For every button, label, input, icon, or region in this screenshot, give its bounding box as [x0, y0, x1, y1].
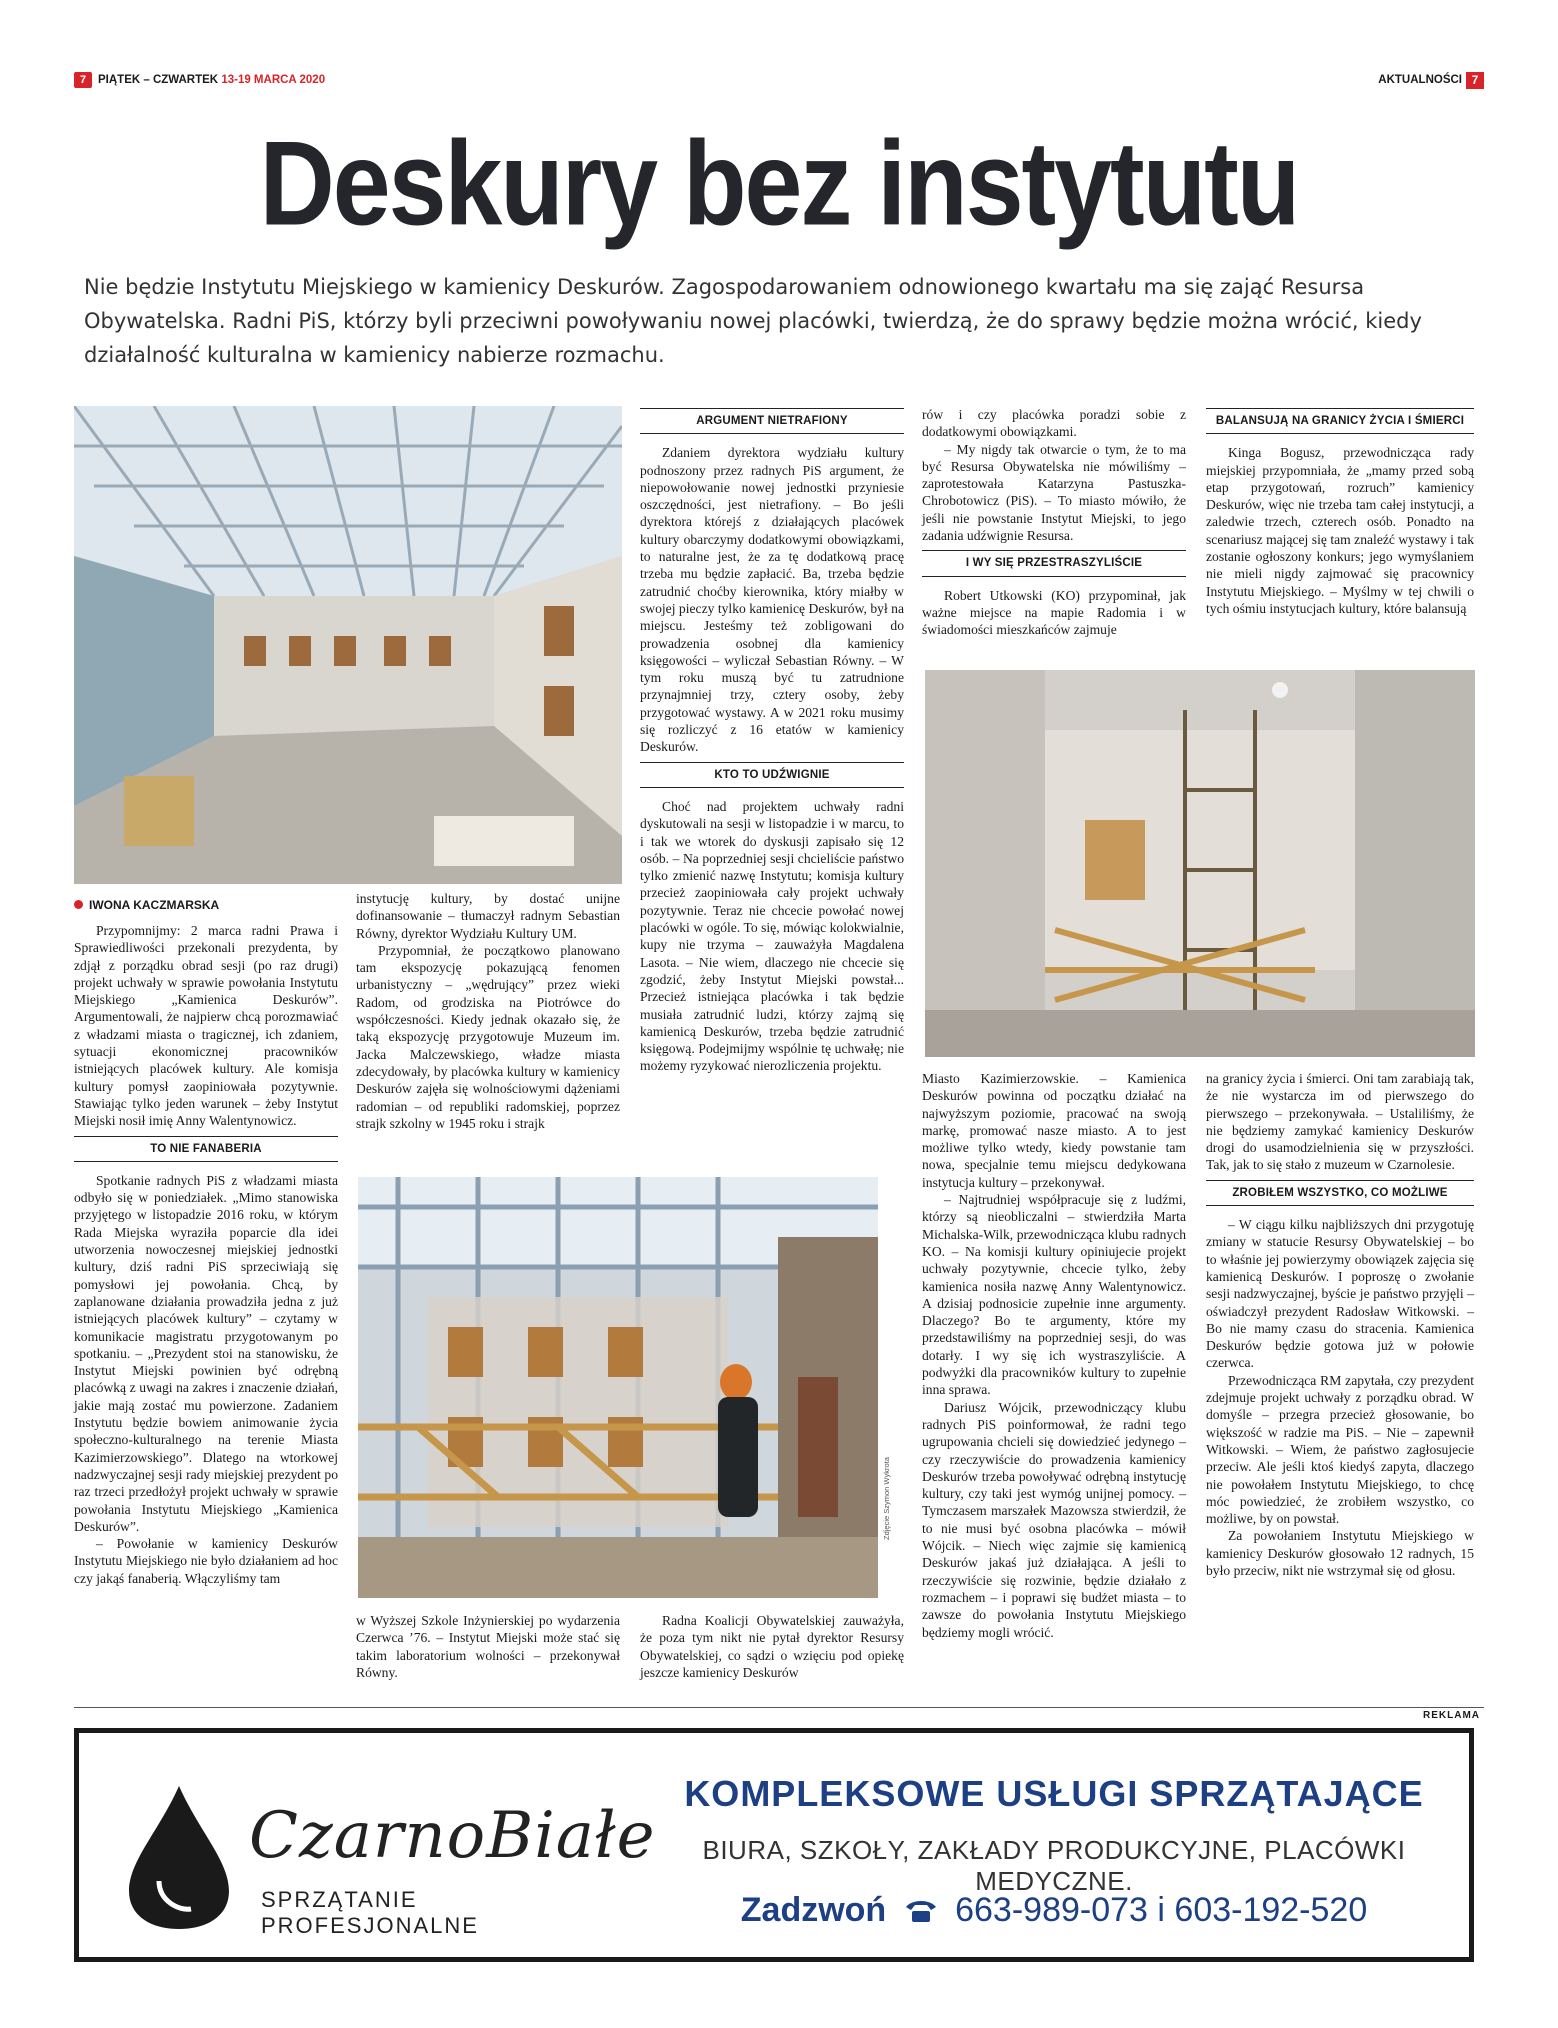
section-name: AKTUALNOŚCI — [1378, 74, 1462, 86]
paragraph: Zdaniem dyrektora wydziału kultury podnoszony przez radnych PiS argument, że niepowołowanie nowej jednostki przyniesie oszczędności, jest nietrafiony. – Bo jeśli dyrektora którejś z działających placówek kultury obarczymy dodatkowymi obowiązkami, to naturalne jest, że za tę dodatkową pracę trzeba mu będzie zapłacić. Ba, trzeba będzie zatrudnić choćby kierownika, który miałby w swojej pieczy tylko kamienicę Deskurów, był na miejscu. Jesteśmy też zobligowani do prowadzenia osobnej dla kamienicy księgowości – wyliczał Sebastian Równy. – W tym roku muszą być tu zatrudnione przynajmniej trzy, cztery osoby, żeby przygotować wystawy. A w 2021 roku musimy się rozliczyć z 16 etatów w kamienicy Deskurów. — [640, 445, 904, 755]
subheading: BALANSUJĄ NA GRANICY ŻYCIA I ŚMIERCI — [1206, 408, 1474, 434]
phone-separator: i — [1157, 1891, 1165, 1929]
call-label: Zadzwoń — [740, 1891, 887, 1929]
issue-date-range: 13-19 MARCA 2020 — [221, 74, 326, 86]
paragraph: Choć nad projektem uchwały radni dyskutowali na sesji w listopadzie i w marcu, to i tak we wtorek do dyskusji zapisało się 12 osób. – Na poprzedniej sesji chcieliście państwo tylko zmienić nazwę Instytutu; komisja kultury przecież zaopiniowała cały projekt uchwały pozytywnie. Teraz nie chcecie powołać nowej placówki w ogóle. To się, mówiąc kolokwialnie, kupy nie trzyma – zauważyła Magdalena Lasota. – Nie wiem, dlaczego nie chcecie się zgodzić, żeby Instytut Miejski powstał... Przecież istniejąca placówka i tak będzie musiała zatrudnić ludzi, którzy zajmą się kamienicą Deskurów, trzeba będzie zatrudnić księgową. Podejmijmy wspólnie tę uchwałę; nie możemy ryzykować nierozliczenia projektu. — [640, 798, 904, 1074]
paragraph: Przewodnicząca RM zapytała, czy prezydent zdejmuje projekt uchwały z porządku obrad. W domyśle – przegra przecież głosowanie, bo większość w radzie ma PiS. – Nie – zapewnił Witkowski. – Wiem, że państwo zagłosujecie przeciw. Ale jeśli ktoś kiedyś zapyta, dlaczego nie powołałem Instytutu Miejskiego, to chcę móc powiedzieć, że zrobiłem wszystko, co możliwe, by on powstał. — [1206, 1372, 1474, 1527]
subheading: KTO TO UDŹWIGNIE — [640, 762, 904, 788]
paragraph: – W ciągu kilku najbliższych dni przygotuję zmiany w statucie Resursy Obywatelskiej – bo to właśnie jej powierzymy obowiązek zajęcia się kamienicą Deskurów. I poproszę o zwołanie sesji nadzwyczajnej, byście je państwo przyjęli – oświadczył prezydent Radosław Witkowski. – Bo nie mamy czasu do stracenia. Kamienica Deskurów będzie gotowa już w połowie czerwca. — [1206, 1217, 1474, 1371]
paragraph: Dariusz Wójcik, przewodniczący klubu radnych PiS poinformował, że radni tego ugrupowania chcieli się dowiedzieć jedynego – czy rzeczywiście do prowadzenia kamienicy Deskurów trzeba powoływać odrębną instytucję kultury, czy taki jest wymóg unijnej pomocy. – Tymczasem marszałek Mazowsza stwierdził, że to nie musi być osobna placówka – mówił Wójcik. – Niech więc zajmie się kamienicą Deskurów jakaś już działająca. A jeśli to rzeczywiście się rozwinie, będzie działało z rozmachem – i poprawi się budżet miasta – to zawsze do powołania Instytutu Miejskiego będziemy mogli wrócić. — [922, 1399, 1186, 1640]
subheading: ARGUMENT NIETRAFIONY — [640, 408, 904, 434]
paragraph: Przypomniał, że początkowo planowano tam ekspozycję pokazującą fenomen urbanistyczny – „wędrujący” przez wieki Radom, od grodziska na Piotrówce do współczesności. Kiedy jednak okazało się, że taką ekspozycję przygotowuje Muzeum im. Jacka Malczewskiego, władze miasta zdecydowały, by placówka kultury w kamienicy Deskurów zajęła się wolnościowymi dążeniami radomian – od republiki radomskiej, poprzez strajk szkolny w 1945 roku i strajk — [356, 942, 620, 1131]
article-column-3 — [640, 402, 904, 1075]
paragraph: – Powołanie w kamienicy Deskurów Instytutu Miejskiego nie było działaniem ad hoc czy jakąś fanaberią. Włączyliśmy tam — [74, 1536, 338, 1586]
telephone-icon — [904, 1898, 938, 1924]
bullet-icon — [74, 900, 83, 909]
paragraph: Miasto Kazimierzowskie. – Kamienica Deskurów powinna od początku działać na najwyższym poziomie, pracować na swoją markę, promować nasze miasto. A to jest możliwe tylko wtedy, kiedy powstanie tam nowa, specjalnie temu miejscu dedykowana instytucja kultury – przekonywał. — [922, 1071, 1186, 1190]
newspaper-logo: 7 — [74, 72, 92, 88]
phone-number-2: 603-192-520 — [1174, 1891, 1368, 1929]
paragraph: – My nigdy tak otwarcie o tym, że to ma być Resursa Obywatelska nie mówiliśmy – zaprotestowała Katarzyna Pastuszka-Chrobotowicz (PiS). – To miasto mówiło, że jeśli nie powstanie Instytut Miejski, to jego zadania udźwignie Resursa. — [922, 441, 1186, 544]
advert-services: BIURA, SZKOŁY, ZAKŁADY PRODUKCYJNE, PLACÓWKI MEDYCZNE. — [702, 1835, 1406, 1896]
subheading: I WY SIĘ PRZESTRASZYLIŚCIE — [922, 550, 1186, 576]
page-number: 7 — [1466, 72, 1484, 89]
article-column-5-bottom — [1206, 1070, 1474, 1579]
paragraph: rów i czy placówka poradzi sobie z dodatkowymi obowiązkami. — [922, 407, 1186, 440]
subheading: TO NIE FANABERIA — [74, 1136, 338, 1162]
photo-credit: Zdjęcie Szymon Wykrota — [882, 1457, 891, 1540]
article-column-3-bottom — [640, 1612, 904, 1681]
paragraph: instytucję kultury, by dostać unijne dofinansowanie – tłumaczył radnym Sebastian Równy, dyrektor Wydziału Kultury UM. — [356, 891, 620, 941]
subheading: ZROBIŁEM WSZYSTKO, CO MOŻLIWE — [1206, 1180, 1474, 1206]
author-name: IWONA KACZMARSKA — [89, 898, 220, 912]
page-header — [74, 72, 1484, 90]
article-column-4 — [922, 406, 1186, 639]
article-lead: Nie będzie Instytutu Miejskiego w kamienicy Deskurów. Zagospodarowaniem odnowionego kwartału ma się zająć Resursa Obywatelska. Radni PiS, którzy byli przeciwni powoływaniu nowej placówki, twierdzą, że do sprawy będzie można wrócić, kiedy działalność kulturalna w kamienicy nabierze rozmachu. — [84, 275, 1422, 367]
advert-brand-tagline: SPRZĄTANIE PROFESJONALNE — [261, 1887, 479, 1938]
issue-dates — [98, 74, 325, 86]
advert-label: REKLAMA — [1423, 1710, 1480, 1721]
photo-courtyard-glass-roof — [74, 406, 622, 884]
paragraph: Robert Utkowski (KO) przypominał, jak ważne miejsce na mapie Radomia i w świadomości mieszkańców zajmuje — [922, 587, 1186, 638]
phone-number-1: 663-989-073 — [955, 1891, 1148, 1929]
article-column-1 — [74, 922, 338, 1587]
author-byline — [74, 898, 219, 912]
advert-phone — [659, 1891, 1449, 1930]
advert-brand — [119, 1787, 656, 1938]
advertisement — [74, 1728, 1474, 1962]
paragraph: – Najtrudniej współpracuje się z ludźmi, którzy są nieobliczalni – stwierdziła Marta Michalska-Wilk, przewodnicząca klubu radnych KO. – Na komisji kultury opiniujecie projekt uchwały pozytywnie, chcecie tylko, żeby kamienica nosiła nazwę Anny Walentynowicz. A dzisiaj podnosicie zupełnie inne argumenty. Dlaczego? Bo te argumenty, które my przedstawiliśmy na poprzedniej sesji, do was dotarły. I wy się ich wystraszyliście. A podwyżki dla pracowników kultury to zupełnie inna sprawa. — [922, 1192, 1186, 1398]
paragraph: Radna Koalicji Obywatelskiej zauważyła, że poza tym nikt nie pytał dyrektor Resursy Obywatelskiej, co sądzi o wzięciu pod opiekę jeszcze kamienicy Deskurów — [640, 1613, 904, 1680]
article-column-5 — [1206, 402, 1474, 617]
photo-glass-hall-person — [358, 1177, 878, 1598]
advert-headline: KOMPLEKSOWE USŁUGI SPRZĄTAJĄCE — [684, 1773, 1424, 1814]
advert-brand-name: CzarnoBiałe — [249, 1799, 656, 1873]
article-column-4-bottom — [922, 1070, 1186, 1641]
article-column-2-bottom — [356, 1612, 620, 1681]
issue-days: PIĄTEK – CZWARTEK — [98, 74, 219, 86]
paragraph: Przypomnijmy: 2 marca radni Prawa i Sprawiedliwości przekonali prezydenta, by zdjął z porządku obrad sesji (po raz drugi) projekt uchwały w sprawie powołania Instytutu Miejskiego „Kamienica Deskurów”. Argumentowali, że najpierw chcą porozmawiać z władzami miasta o tragicznej, ich zdaniem, sytuacji ekonomicznej pracowników istniejących placówek kultury. Ale komisja kultury pomysł zaopiniowała pozytywnie. Stawiając tylko jeden warunek – żeby Instytut Miejski nosił imię Anny Walentynowicz. — [74, 923, 338, 1129]
article-column-2 — [356, 890, 620, 1132]
footer-divider — [74, 1707, 1484, 1708]
article-headline: Deskury bez instytutu — [259, 117, 1299, 251]
droplet-logo-icon — [119, 1781, 239, 1931]
paragraph: Kinga Bogusz, przewodnicząca rady miejskiej przypomniała, że „mamy przed sobą etap przygotowań, rozruch” kamienicy Deskurów, więc nie trzeba tam całej instytucji, a zaledwie trzech, czterech osób. Ponadto na scenariusz mającej się tam znaleźć wystawy i tak zostanie ogłoszony konkurs; jego wymyślaniem nie mieli nigdy zajmować się pracownicy Instytutu Miejskiego. – Myślmy w tej chwili o tych ośmiu instytucjach kultury, które balansują — [1206, 445, 1474, 616]
photo-interior-scaffolding — [925, 670, 1475, 1057]
paragraph: Za powołaniem Instytutu Miejskiego w kamienicy Deskurów głosowało 12 radnych, 15 było przeciw, nikt nie wstrzymał się od głosu. — [1206, 1528, 1474, 1579]
paragraph: w Wyższej Szkole Inżynierskiej po wydarzenia Czerwca ’76. – Instytut Miejski może stać się takim laboratorium wolności – przekonywał Równy. — [356, 1613, 620, 1680]
paragraph: na granicy życia i śmierci. Oni tam zarabiają tak, że nie wystarcza im od pierwszego do pierwszego – przekonywała. – Ustaliliśmy, że nie będziemy zamykać kamienicy Deskurów drogi do usamodzielnienia się w przyszłości. Tak, jak to się stało z muzeum w Czarnolesie. — [1206, 1071, 1474, 1173]
paragraph: Spotkanie radnych PiS z władzami miasta odbyło się w poniedziałek. „Mimo stanowiska przyjętego w listopadzie 2016 roku, w którym Rada Miejska wyraziła poparcie dla idei utworzenia nowoczesnej miejskiej jednostki kultury, dziś radni PiS sprzeciwiają się pomysłowi jej powołania. Chcą, by zaplanowane działania prowadziła jedna z już istniejących placówek kultury” – czytamy w komunikacie magistratu przygotowanym po spotkaniu. – „Prezydent stoi na stanowisku, że Instytut Miejski powinien być odrębną placówką z uwagi na zakres i znaczenie działań, jakie mają zostać mu powierzone. Zadaniem Instytutu będzie bowiem animowanie życia społeczno-kulturalnego na terenie Miasta Kazimierzowskiego”. Dlatego na wtorkowej nadzwyczajnej sesji rady miejskiej prezydent po raz trzeci przedłożył projekt uchwały w sprawie powołania Instytutu Miejskiego „Kamienica Deskurów”. — [74, 1172, 338, 1534]
